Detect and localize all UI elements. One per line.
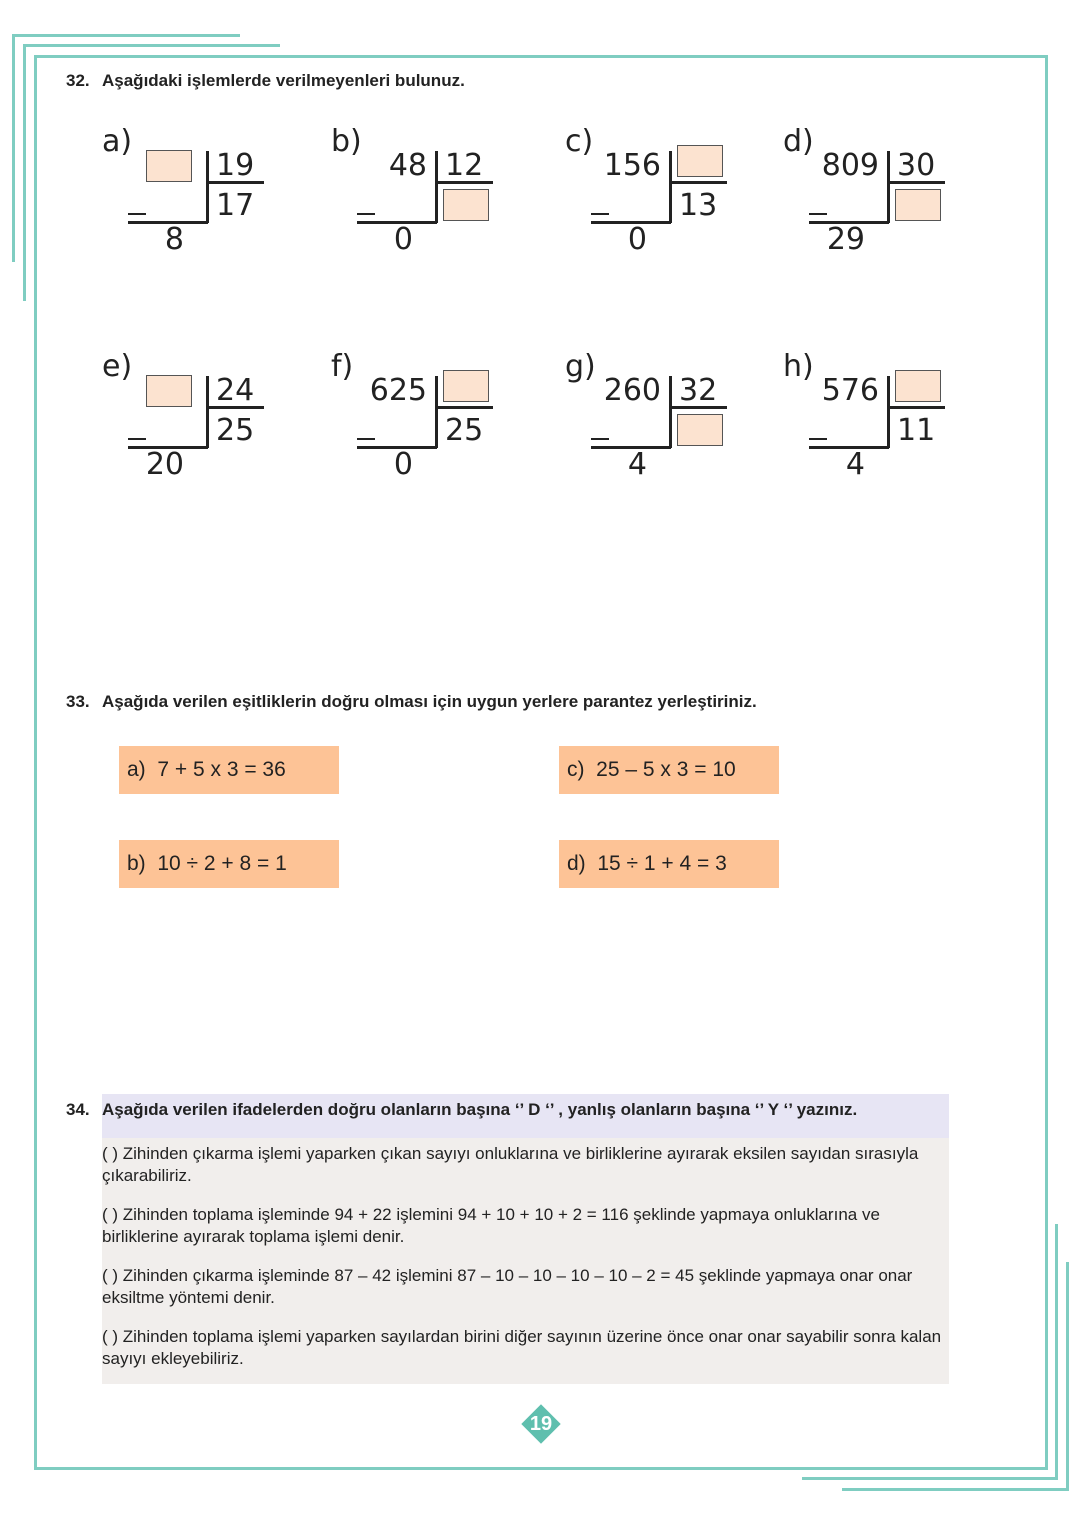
equation-expression: 15 ÷ 1 + 4 = 3 (597, 852, 727, 875)
minus-sign (128, 438, 146, 440)
equation-label: d) (567, 852, 586, 875)
equation-label: a) (127, 758, 146, 781)
dividend-answer-box[interactable] (146, 375, 192, 407)
division-problem (331, 125, 531, 275)
division-remainder: 0 (393, 447, 413, 482)
q34-statement: ( ) Zihinden çıkarma işleminde 87 – 42 işlemini 87 – 10 – 10 – 10 – 10 – 2 = 45 şeklinde yapmaya onar onar eksiltme yöntemi denir. (102, 1266, 913, 1307)
equation-label: c) (567, 758, 585, 781)
q34-number: 34. (66, 1100, 90, 1119)
division-vertical-line (669, 151, 672, 223)
division-label: e) (102, 349, 133, 384)
frame-line (1066, 1262, 1069, 1491)
q32-title-text: Aşağıdaki işlemlerde verilmeyenleri bulunuz. (102, 71, 465, 90)
division-problem (565, 125, 765, 275)
division-label: g) (565, 349, 596, 384)
division-remainder: 20 (145, 447, 184, 482)
division-vertical-line (887, 376, 890, 448)
division-remainder: 8 (164, 222, 184, 257)
division-problem (331, 350, 531, 500)
divisor-answer-box[interactable] (443, 370, 489, 402)
division-divisor-line (669, 181, 727, 184)
equation-expression: 10 ÷ 2 + 8 = 1 (157, 852, 287, 875)
frame-line (802, 1477, 1058, 1480)
division-remainder: 4 (845, 447, 865, 482)
minus-sign (591, 213, 609, 215)
division-problem (102, 125, 302, 275)
division-dividend: 625 (369, 373, 427, 408)
division-divisor-line (435, 406, 493, 409)
quotient-answer-box[interactable] (443, 189, 489, 221)
dividend-answer-box[interactable] (146, 150, 192, 182)
division-label: h) (783, 349, 814, 384)
q34-title (66, 1100, 857, 1120)
division-divisor-line (887, 406, 945, 409)
division-dividend: 260 (603, 373, 661, 408)
equation-box-c (559, 746, 779, 794)
division-dividend: 576 (821, 373, 879, 408)
minus-sign (357, 213, 375, 215)
equation-expression: 7 + 5 x 3 = 36 (157, 758, 286, 781)
divisor-answer-box[interactable] (895, 370, 941, 402)
division-problem (783, 125, 983, 275)
division-vertical-line (435, 376, 438, 448)
minus-sign (128, 213, 146, 215)
division-remainder: 0 (393, 222, 413, 257)
division-quotient: 13 (679, 188, 718, 223)
q34-statement: ( ) Zihinden toplama işleminde 94 + 22 işlemini 94 + 10 + 10 + 2 = 116 şeklinde yapmaya onluklarına ve birliklerine ayırarak toplama işlemi denir. (102, 1205, 880, 1246)
division-remainder: 29 (826, 222, 865, 257)
division-divisor: 19 (216, 148, 255, 183)
division-problem (783, 350, 983, 500)
frame-line (12, 34, 240, 37)
quotient-answer-box[interactable] (677, 414, 723, 446)
division-divisor: 24 (216, 373, 255, 408)
frame-line (1055, 1224, 1058, 1480)
q33-number: 33. (66, 692, 90, 711)
frame-line (23, 44, 26, 301)
equation-box-b (119, 840, 339, 888)
division-label: b) (331, 124, 362, 159)
q34-statement: ( ) Zihinden toplama işlemi yaparken sayılardan birini diğer sayının üzerine önce onar onar sayabilir sonra kalan sayıyı ekleyebiliriz. (102, 1327, 942, 1368)
frame-line (1045, 55, 1048, 1470)
division-divisor: 12 (445, 148, 484, 183)
division-remainder: 0 (627, 222, 647, 257)
q32-title (66, 71, 465, 91)
division-label: d) (783, 124, 814, 159)
minus-sign (809, 213, 827, 215)
division-vertical-line (887, 151, 890, 223)
divisor-answer-box[interactable] (677, 145, 723, 177)
frame-line (842, 1488, 1069, 1491)
frame-line (34, 1467, 1048, 1470)
equation-box-d (559, 840, 779, 888)
minus-sign (809, 438, 827, 440)
q33-title-text: Aşağıda verilen eşitliklerin doğru olması için uygun yerlere parantez yerleştiriniz. (102, 692, 757, 711)
frame-line (34, 55, 37, 1470)
division-quotient: 25 (445, 413, 484, 448)
q34-title-text: Aşağıda verilen ifadelerden doğru olanların başına ‘’ D ‘’ , yanlış olanların başına ‘’ Y ‘’ yazınız. (102, 1100, 858, 1119)
division-quotient: 25 (216, 413, 255, 448)
division-dividend: 156 (603, 148, 661, 183)
q34-statement: ( ) Zihinden çıkarma işlemi yaparken çıkan sayıyı onluklarına ve birliklerine ayırarak eksilen sayıdan sırasıyla çıkarabiliriz. (102, 1144, 919, 1185)
division-vertical-line (669, 376, 672, 448)
division-label: f) (331, 349, 354, 384)
frame-line (23, 44, 280, 47)
division-vertical-line (206, 151, 209, 223)
division-label: a) (102, 124, 133, 159)
division-problem (565, 350, 765, 500)
page-number-badge (519, 1402, 563, 1446)
minus-sign (591, 438, 609, 440)
division-remainder: 4 (627, 447, 647, 482)
division-quotient: 11 (897, 413, 936, 448)
frame-line (34, 55, 1048, 58)
q32-number: 32. (66, 71, 90, 90)
equation-box-a (119, 746, 339, 794)
equation-expression: 25 – 5 x 3 = 10 (596, 758, 736, 781)
division-vertical-line (435, 151, 438, 223)
division-vertical-line (206, 376, 209, 448)
division-dividend: 809 (821, 148, 879, 183)
division-label: c) (565, 124, 594, 159)
frame-line (12, 34, 15, 262)
quotient-answer-box[interactable] (895, 189, 941, 221)
division-divisor: 30 (897, 148, 936, 183)
minus-sign (357, 438, 375, 440)
division-divisor: 32 (679, 373, 718, 408)
equation-label: b) (127, 852, 146, 875)
division-quotient: 17 (216, 188, 255, 223)
q33-title (66, 692, 757, 712)
division-problem (102, 350, 302, 500)
page-number: 19 (529, 1413, 553, 1435)
division-dividend: 48 (388, 148, 427, 183)
